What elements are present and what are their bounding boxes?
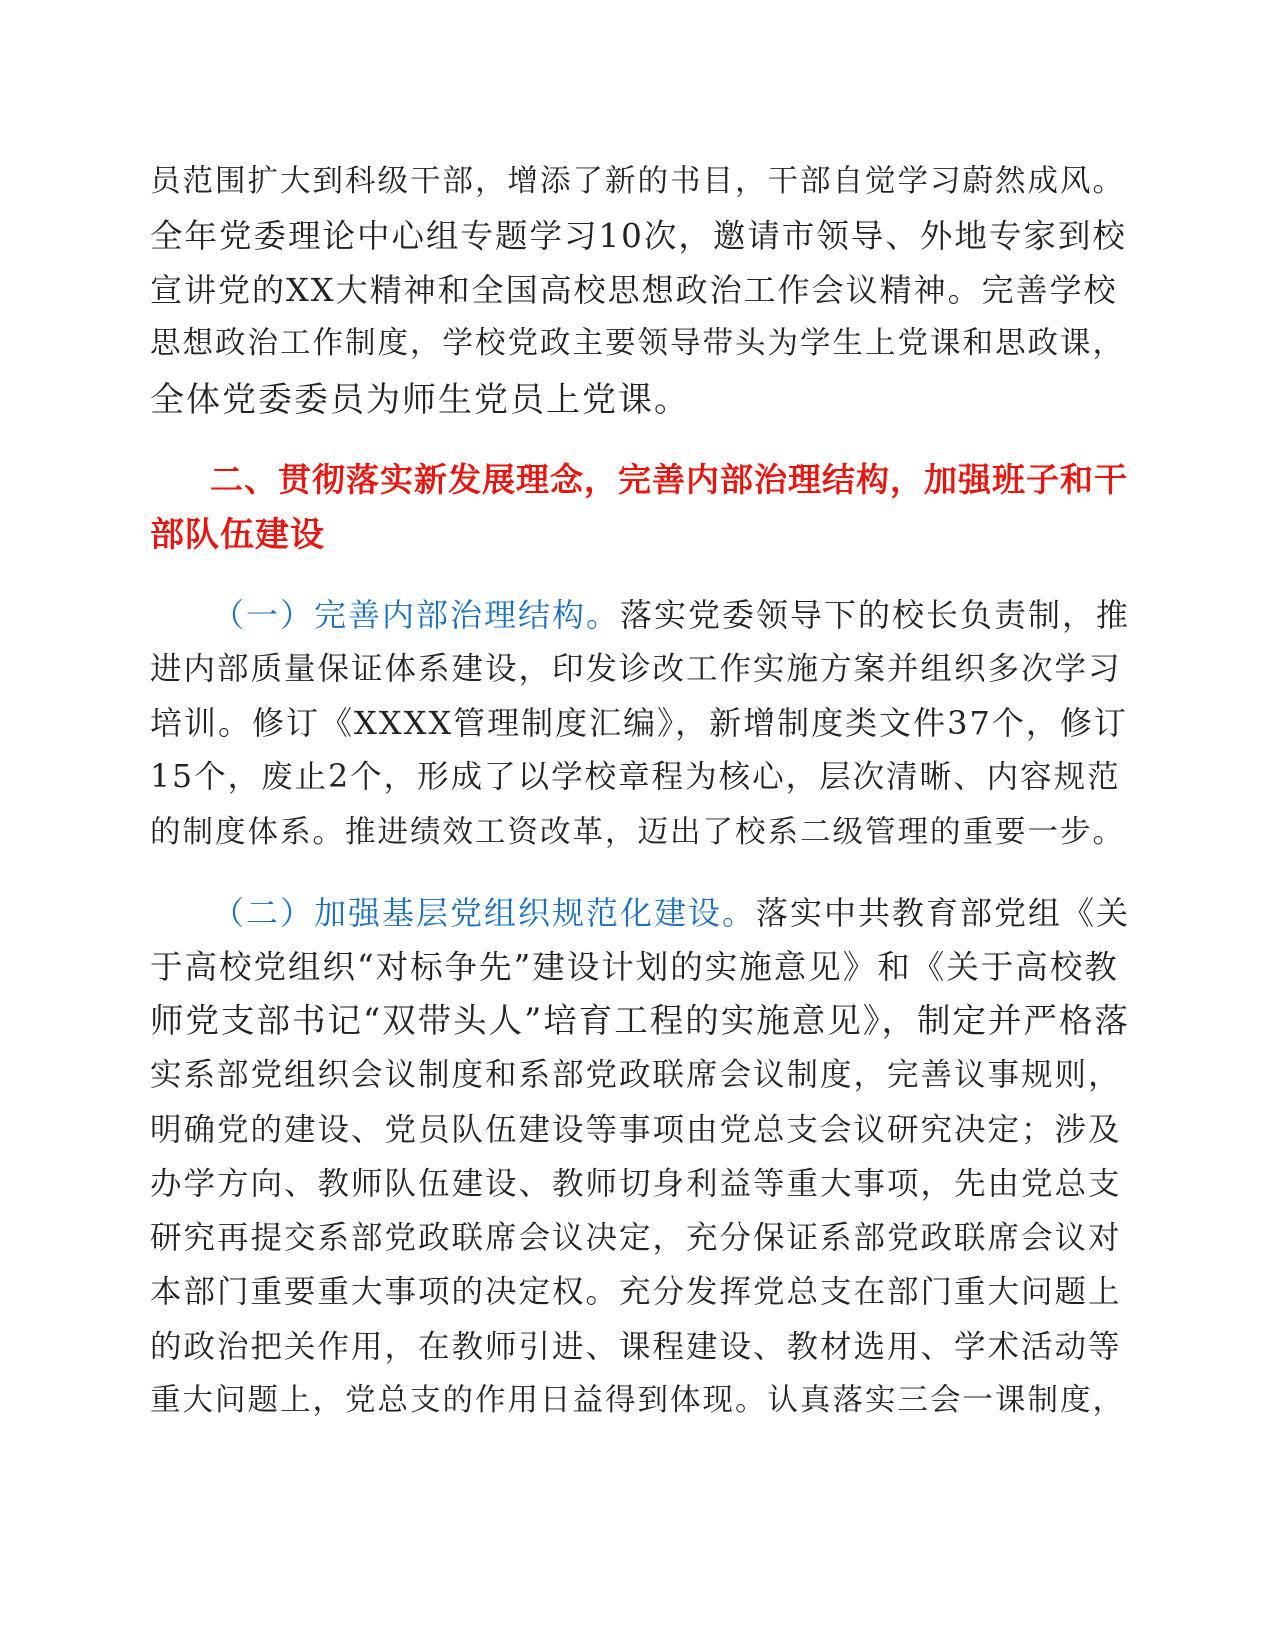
subsection-1-first-line xyxy=(212,595,1130,635)
paragraph-line: 全体党委委员为师生党员上党课。 xyxy=(150,380,690,420)
paragraph-line: 员范围扩大到科级干部，增添了新的书目，干部自觉学习蔚然成风。 xyxy=(150,164,1125,199)
paragraph-line: 实系部党组织会议制度和系部党政联席会议制度，完善议事规则， xyxy=(150,1057,1122,1093)
paragraph-line: 进内部质量保证体系建设，印发诊改工作实施方案并组织多次学习 xyxy=(150,651,1122,687)
paragraph-line: 思想政治工作制度，学校党政主要领导带头为学生上党课和思政课， xyxy=(150,326,1125,361)
subsection-2-title: （二）加强基层党组织规范化建设。 xyxy=(212,894,757,932)
paragraph-line: 办学方向、教师队伍建设、教师切身利益等重大事项，先由党总支 xyxy=(150,1166,1122,1202)
paragraph-line: 15个，废止2个，形成了以学校章程为核心，层次清晰、内容规范 xyxy=(150,759,1121,795)
paragraph-line: 的政治把关作用，在教师引进、课程建设、教材选用、学术活动等 xyxy=(150,1329,1122,1365)
paragraph-line: 研究再提交系部党政联席会议决定，充分保证系部党政联席会议对 xyxy=(150,1220,1122,1256)
paragraph-line: 全年党委理论中心组专题学习10次，邀请市领导、外地专家到校 xyxy=(150,217,1127,255)
section-heading-line-1: 二、贯彻落实新发展理念，完善内部治理结构，加强班子和干 xyxy=(210,460,1128,499)
paragraph-line: 的制度体系。推进绩效工资改革，迈出了校系二级管理的重要一步。 xyxy=(150,815,1125,850)
paragraph-line: 师党支部书记“双带头人”培育工程的实施意见》，制定并严格落 xyxy=(150,1001,1131,1040)
subsection-2-first-line xyxy=(212,893,1130,933)
paragraph-line: 本部门重要重大事项的决定权。充分发挥党总支在部门重大问题上 xyxy=(150,1274,1122,1310)
paragraph-line: 重大问题上，党总支的作用日益得到体现。认真落实三会一课制度， xyxy=(150,1383,1125,1418)
paragraph-line: 明确党的建设、党员队伍建设等事项由党总支会议研究决定；涉及 xyxy=(150,1112,1122,1148)
paragraph-line: 于高校党组织“对标争先”建设计划的实施意见》和《关于高校教 xyxy=(150,948,1119,986)
paragraph-line: 培训。修订《XXXX管理制度汇编》，新增制度类文件37个，修订 xyxy=(150,704,1128,742)
section-heading-line-2: 部队伍建设 xyxy=(150,515,325,555)
subsection-1-title: （一）完善内部治理结构。 xyxy=(212,596,621,634)
paragraph-line: 宣讲党的XX大精神和全国高校思想政治工作会议精神。完善学校 xyxy=(150,271,1118,309)
subsection-1-text-start: 落实党委领导下的校长负责制，推 xyxy=(620,596,1131,634)
subsection-2-text-start: 落实中共教育部党组《关 xyxy=(756,894,1131,932)
